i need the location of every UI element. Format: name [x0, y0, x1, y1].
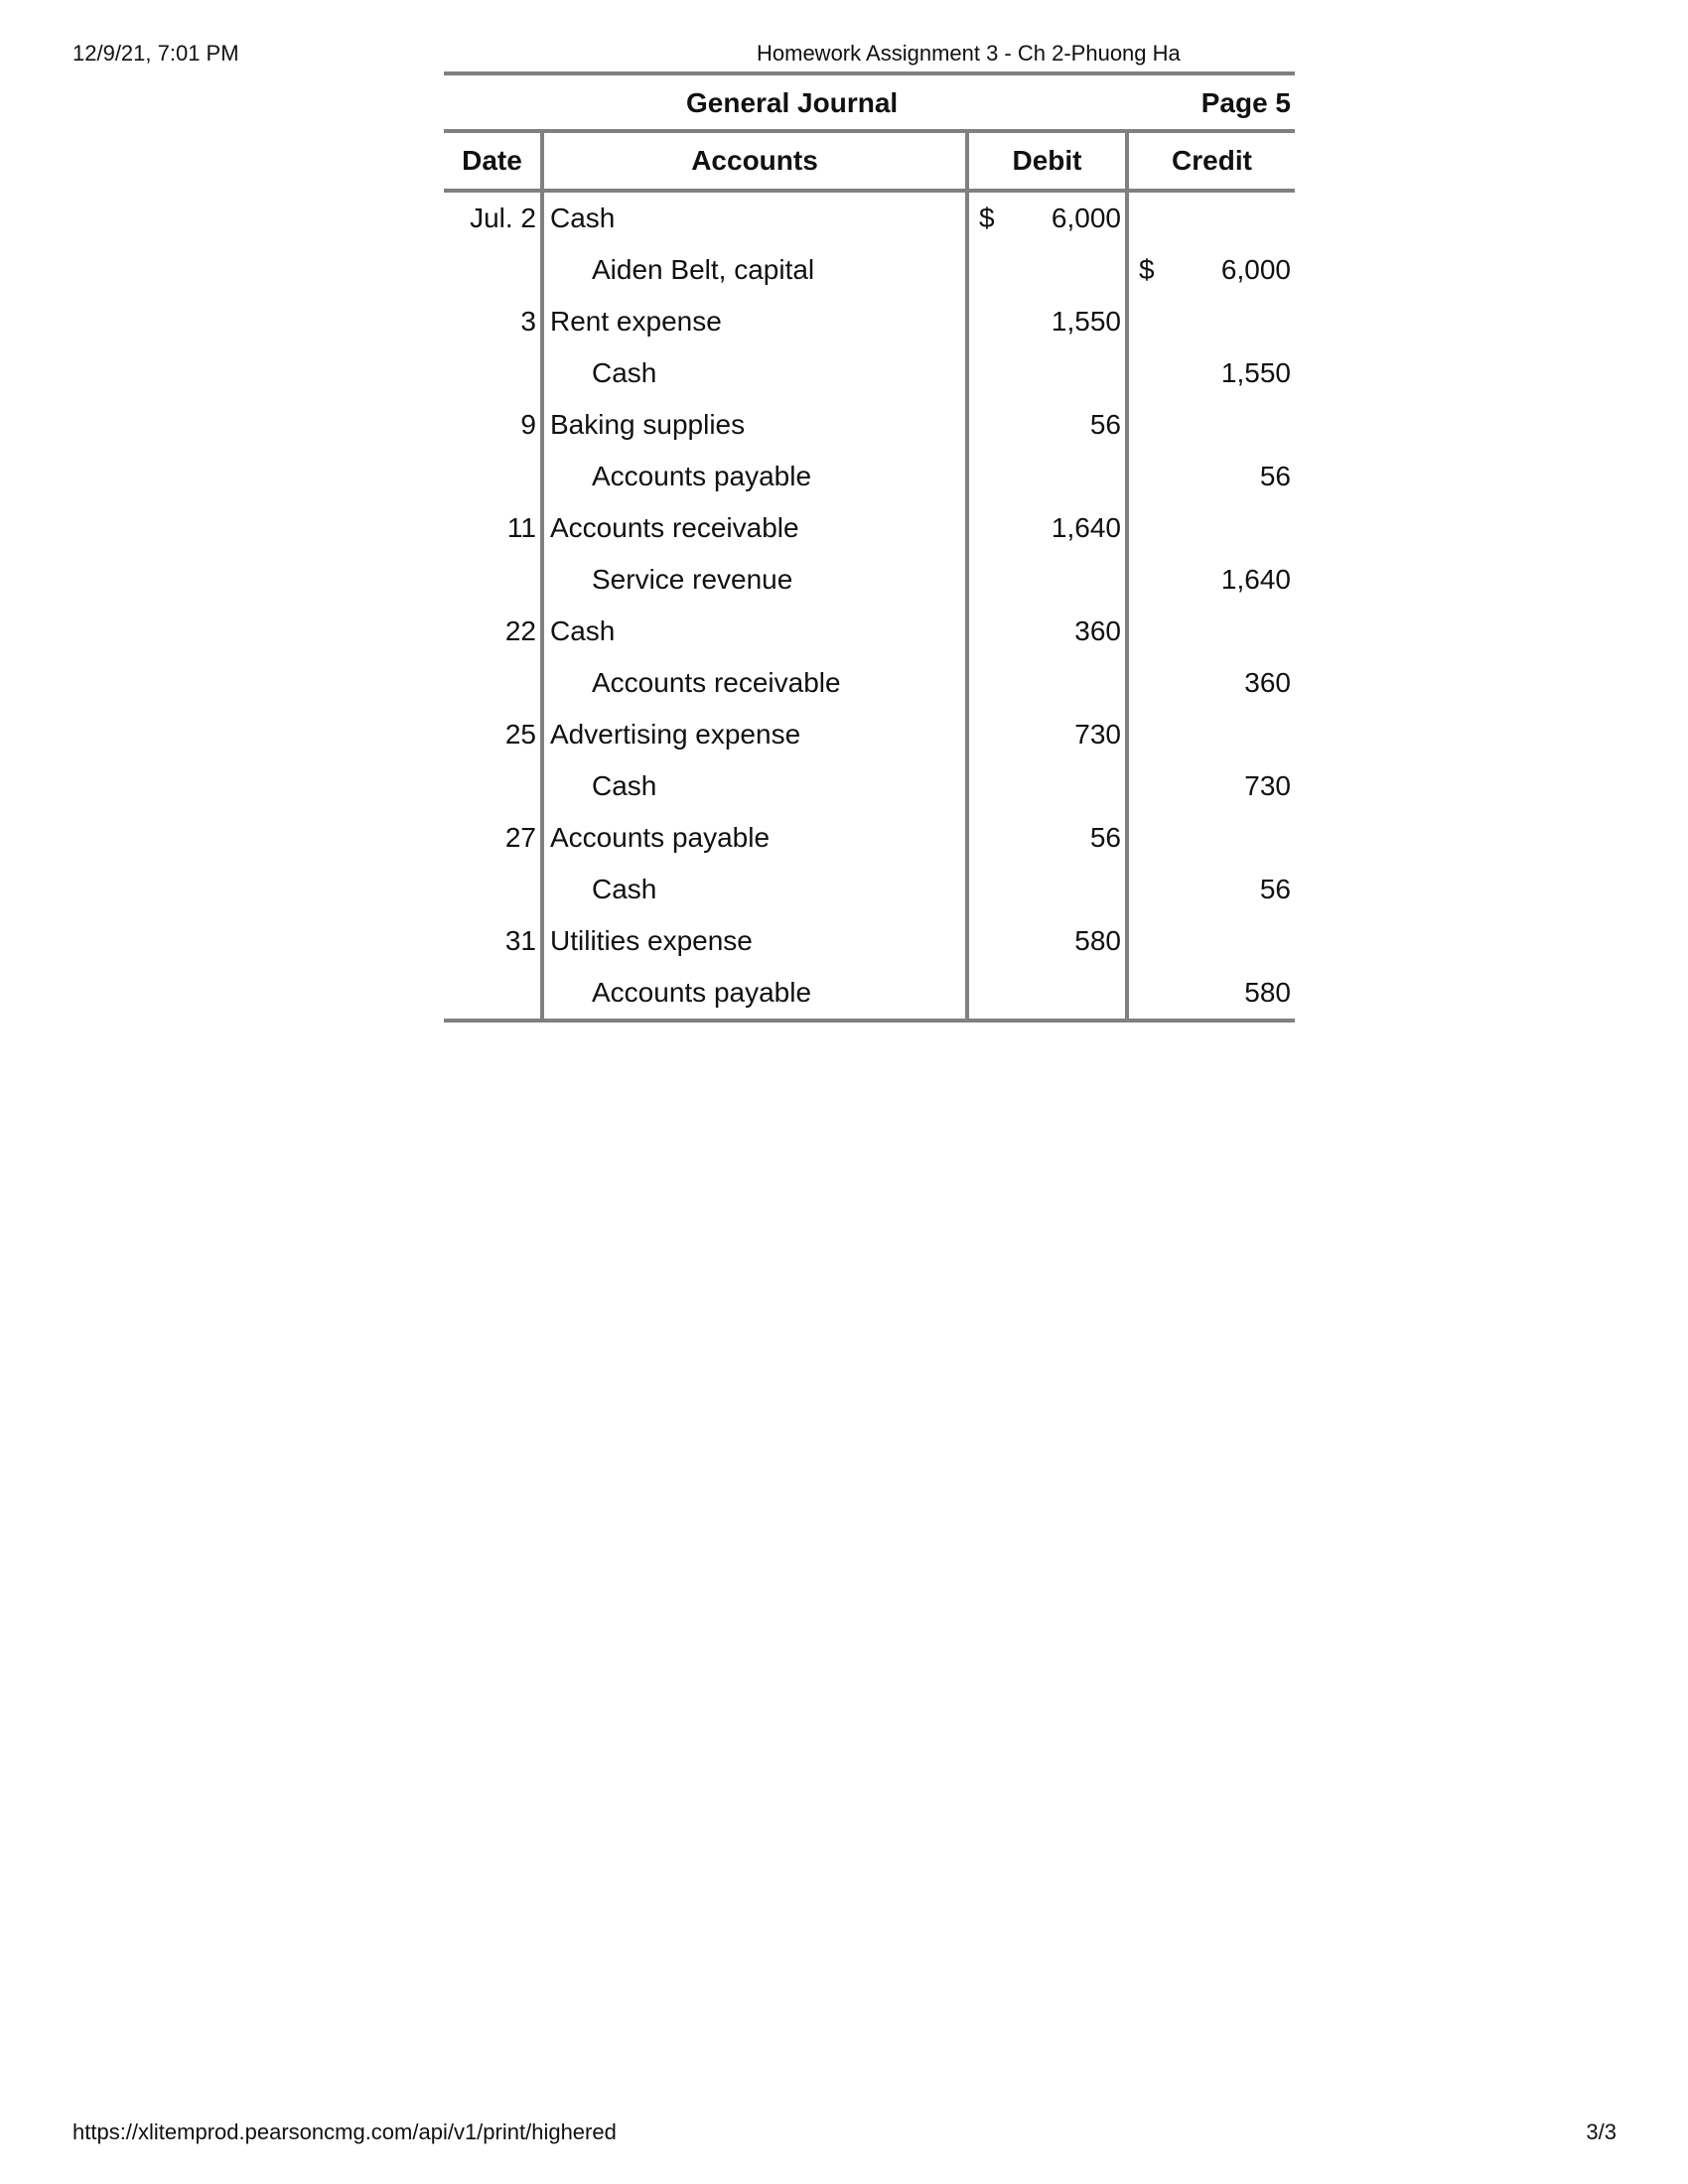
entry-credit: [1127, 451, 1295, 502]
entry-debit: [967, 812, 1127, 864]
entry-account: Accounts payable: [542, 812, 967, 864]
entry-credit: [1127, 606, 1295, 657]
entry-debit: [967, 554, 1127, 606]
debit-amount: 1,550: [1051, 306, 1121, 337]
debit-amount: 580: [1074, 925, 1121, 956]
entry-date: [444, 657, 542, 709]
journal-title-bar: [444, 71, 1295, 133]
entry-credit: [1127, 709, 1295, 760]
entry-account: Accounts receivable: [542, 657, 967, 709]
entry-account: Advertising expense: [542, 709, 967, 760]
journal-row: [444, 606, 1295, 657]
print-title: Homework Assignment 3 - Ch 2-Phuong Ha: [757, 41, 1181, 66]
entry-credit: [1127, 554, 1295, 606]
credit-amount: 360: [1244, 667, 1291, 698]
credit-amount: 730: [1244, 770, 1291, 801]
print-page-number: 3/3: [1586, 2119, 1617, 2144]
debit-column-header: Debit: [967, 133, 1127, 191]
entry-account: Baking supplies: [542, 399, 967, 451]
entry-account: Accounts payable: [542, 451, 967, 502]
entry-debit: [967, 657, 1127, 709]
journal-title: General Journal: [686, 87, 899, 118]
journal-row: [444, 244, 1295, 296]
entry-credit: [1127, 347, 1295, 399]
entry-account: Cash: [542, 864, 967, 915]
entry-debit: [967, 864, 1127, 915]
entry-debit: [967, 451, 1127, 502]
entry-date: 25: [504, 719, 536, 750]
debit-amount: 56: [1089, 409, 1121, 440]
entry-date: [444, 347, 542, 399]
entry-account: Cash: [542, 191, 967, 244]
entry-debit: [967, 296, 1127, 347]
credit-column-header: Credit: [1127, 133, 1295, 191]
entry-debit: [967, 244, 1127, 296]
entry-date: [444, 967, 542, 1021]
entry-debit: [967, 399, 1127, 451]
journal-row: [444, 812, 1295, 864]
debit-amount: 730: [1074, 719, 1121, 750]
credit-amount: 6,000: [1220, 254, 1291, 285]
entry-credit: [1127, 244, 1295, 296]
entry-date: [444, 554, 542, 606]
entry-date: 22: [504, 615, 536, 646]
entry-date: 27: [504, 822, 536, 853]
journal-row: [444, 554, 1295, 606]
entry-account: Cash: [542, 606, 967, 657]
print-datetime: 12/9/21, 7:01 PM: [72, 41, 239, 66]
journal-table: [444, 133, 1295, 1023]
entry-date: [444, 451, 542, 502]
general-journal: [444, 71, 1295, 1023]
debit-amount: 6,000: [1051, 203, 1121, 233]
journal-row: [444, 191, 1295, 244]
journal-row: [444, 657, 1295, 709]
entry-debit: [967, 760, 1127, 812]
credit-currency-symbol: $: [1139, 254, 1155, 285]
entry-account: Cash: [542, 347, 967, 399]
entry-credit: [1127, 812, 1295, 864]
credit-amount: 1,550: [1220, 357, 1291, 388]
entry-account: Accounts payable: [542, 967, 967, 1021]
entry-credit: [1127, 967, 1295, 1021]
entry-date: [444, 244, 542, 296]
entry-debit: [967, 502, 1127, 554]
entry-account: Accounts receivable: [542, 502, 967, 554]
entry-credit: [1127, 296, 1295, 347]
entry-credit: [1127, 657, 1295, 709]
journal-row: [444, 347, 1295, 399]
debit-amount: 1,640: [1051, 512, 1121, 543]
entry-credit: [1127, 915, 1295, 967]
entry-account: Service revenue: [542, 554, 967, 606]
entry-credit: [1127, 864, 1295, 915]
entry-credit: [1127, 760, 1295, 812]
journal-row: [444, 915, 1295, 967]
journal-entries: [444, 191, 1295, 1021]
journal-header-row: [444, 133, 1295, 191]
journal-row: [444, 709, 1295, 760]
journal-row: [444, 967, 1295, 1021]
entry-debit: [967, 915, 1127, 967]
journal-page-label: Page 5: [1200, 87, 1291, 118]
entry-date: [444, 760, 542, 812]
entry-date: 9: [520, 409, 536, 440]
entry-account: Utilities expense: [542, 915, 967, 967]
journal-row: [444, 502, 1295, 554]
debit-amount: 360: [1074, 615, 1121, 646]
entry-date: Jul. 2: [470, 203, 536, 233]
credit-amount: 56: [1259, 874, 1291, 904]
entry-debit: [967, 347, 1127, 399]
entry-date: 3: [520, 306, 536, 337]
entry-account: Cash: [542, 760, 967, 812]
credit-amount: 580: [1244, 977, 1291, 1008]
print-url: https://xlitemprod.pearsoncmg.com/api/v1/print/highered: [72, 2119, 617, 2144]
entry-credit: [1127, 399, 1295, 451]
entry-credit: [1127, 191, 1295, 244]
debit-amount: 56: [1089, 822, 1121, 853]
accounts-column-header: Accounts: [542, 133, 967, 191]
entry-debit: [967, 709, 1127, 760]
entry-credit: [1127, 502, 1295, 554]
credit-amount: 56: [1259, 461, 1291, 491]
entry-date: 31: [504, 925, 536, 956]
journal-row: [444, 864, 1295, 915]
journal-row: [444, 399, 1295, 451]
entry-account: Rent expense: [542, 296, 967, 347]
entry-debit: [967, 191, 1127, 244]
journal-row: [444, 451, 1295, 502]
debit-currency-symbol: $: [979, 203, 995, 233]
entry-account: Aiden Belt, capital: [542, 244, 967, 296]
journal-row: [444, 296, 1295, 347]
entry-date: 11: [506, 512, 536, 543]
entry-date: [444, 864, 542, 915]
date-column-header: Date: [444, 133, 542, 191]
entry-debit: [967, 967, 1127, 1021]
journal-row: [444, 760, 1295, 812]
entry-debit: [967, 606, 1127, 657]
credit-amount: 1,640: [1220, 564, 1291, 595]
